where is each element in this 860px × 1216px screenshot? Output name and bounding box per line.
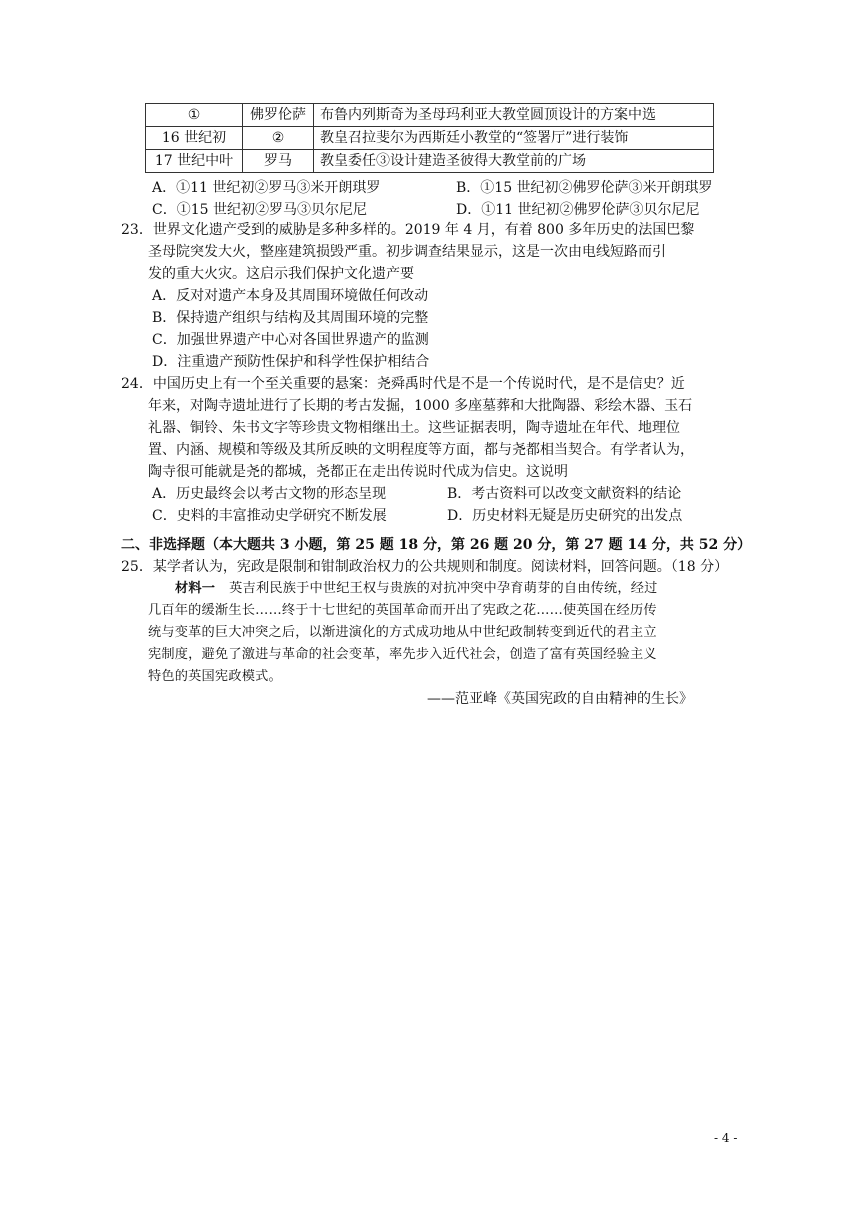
table-row — [146, 104, 714, 127]
q25-material-line: 几百年的缓渐生长……终于十七世纪的英国革命而开出了宪政之花……使英国在经历传 — [148, 603, 657, 618]
q24-stem-line: 陶寺很可能就是尧的都城，尧都正在走出传说时代成为信史。这说明 — [148, 464, 568, 480]
q25-intro: 25．某学者认为，宪政是限制和钳制政治权力的公共规则和制度。阅读材料，回答问题。（18 分） — [121, 559, 729, 575]
table-cell: 罗马 — [243, 150, 314, 173]
q25-material-line: 统与变革的巨大冲突之后，以渐进演化的方式成功地从中世纪政制转变到近代的君主立 — [148, 625, 657, 640]
table-cell: 教皇召拉斐尔为西斯廷小教堂的“签署厅”进行装饰 — [314, 127, 714, 150]
q25-material-line — [175, 579, 658, 599]
material-label: 材料一 — [175, 581, 216, 596]
table-cell: ② — [243, 127, 314, 150]
table-cell: 教皇委任③设计建造圣彼得大教堂前的广场 — [314, 150, 714, 173]
material-source: ——范亚峰《英国宪政的自由精神的生长》 — [427, 691, 693, 707]
q23-option-d: D．注重遗产预防性保护和科学性保护相结合 — [152, 354, 430, 370]
material-text: 英吉利民族于中世纪王权与贵族的对抗冲突中孕育萌芽的自由传统，经过 — [229, 581, 658, 596]
section-heading: 二、非选择题（本大题共 3 小题，第 25 题 18 分，第 26 题 20 分，第 27 题 14 分，共 52 分） — [121, 537, 752, 553]
q24-option-c: C．史料的丰富推动史学研究不断发展 — [152, 508, 387, 524]
q24-option-a: A．历史最终会以考古文物的形态呈现 — [152, 486, 387, 502]
table-cell: 佛罗伦萨 — [243, 104, 314, 127]
q24-stem-line: 置、内涵、规模和等级及其所反映的文明程度等方面，都与尧都相当契合。有学者认为， — [148, 442, 694, 458]
q24-option-d: D．历史材料无疑是历史研究的出发点 — [447, 508, 683, 524]
q22-option-c: C．①15 世纪初②罗马③贝尔尼尼 — [152, 202, 367, 218]
q23-stem-line: 圣母院突发大火，整座建筑损毁严重。初步调查结果显示，这是一次由电线短路而引 — [148, 244, 666, 260]
q24-stem-line: 年来，对陶寺遗址进行了长期的考古发掘，1000 多座墓葬和大批陶器、彩绘木器、玉石 — [148, 398, 693, 414]
q25-material-line: 特色的英国宪政模式。 — [148, 669, 282, 684]
q24-option-b: B．考古资料可以改变文献资料的结论 — [447, 486, 682, 502]
q23-option-c: C．加强世界遗产中心对各国世界遗产的监测 — [152, 332, 429, 348]
q24-stem-line: 礼器、铜铃、朱书文字等珍贵文物相继出土。这些证据表明，陶寺遗址在年代、地理位 — [148, 420, 680, 436]
table-cell: 布鲁内列斯奇为圣母玛利亚大教堂圆顶设计的方案中选 — [314, 104, 714, 127]
q23-stem-line: 23．世界文化遗产受到的威胁是多种多样的。2019 年 4 月，有着 800 多年历史的法国巴黎 — [121, 222, 695, 238]
q23-option-b: B．保持遗产组织与结构及其周围环境的完整 — [152, 310, 429, 326]
table-row — [146, 127, 714, 150]
q24-stem-line: 24．中国历史上有一个至关重要的悬案：尧舜禹时代是不是一个传说时代，是不是信史？近 — [121, 376, 685, 392]
table-cell: 17 世纪中叶 — [146, 150, 243, 173]
table-cell: ① — [146, 104, 243, 127]
q25-material-line: 宪制度，避免了激进与革命的社会变革，率先步入近代社会，创造了富有英国经验主义 — [148, 647, 657, 662]
table-cell: 16 世纪初 — [146, 127, 243, 150]
q23-option-a: A．反对对遗产本身及其周围环境做任何改动 — [152, 288, 429, 304]
q22-option-b: B．①15 世纪初②佛罗伦萨③米开朗琪罗 — [456, 180, 713, 196]
table-row — [146, 150, 714, 173]
page-number: - 4 - — [714, 1131, 738, 1145]
q22-option-a: A．①11 世纪初②罗马③米开朗琪罗 — [152, 180, 381, 196]
q22-option-d: D．①11 世纪初②佛罗伦萨③贝尔尼尼 — [456, 202, 700, 218]
q23-stem-line: 发的重大火灾。这启示我们保护文化遗产要 — [148, 266, 414, 282]
art-history-table — [145, 103, 714, 173]
